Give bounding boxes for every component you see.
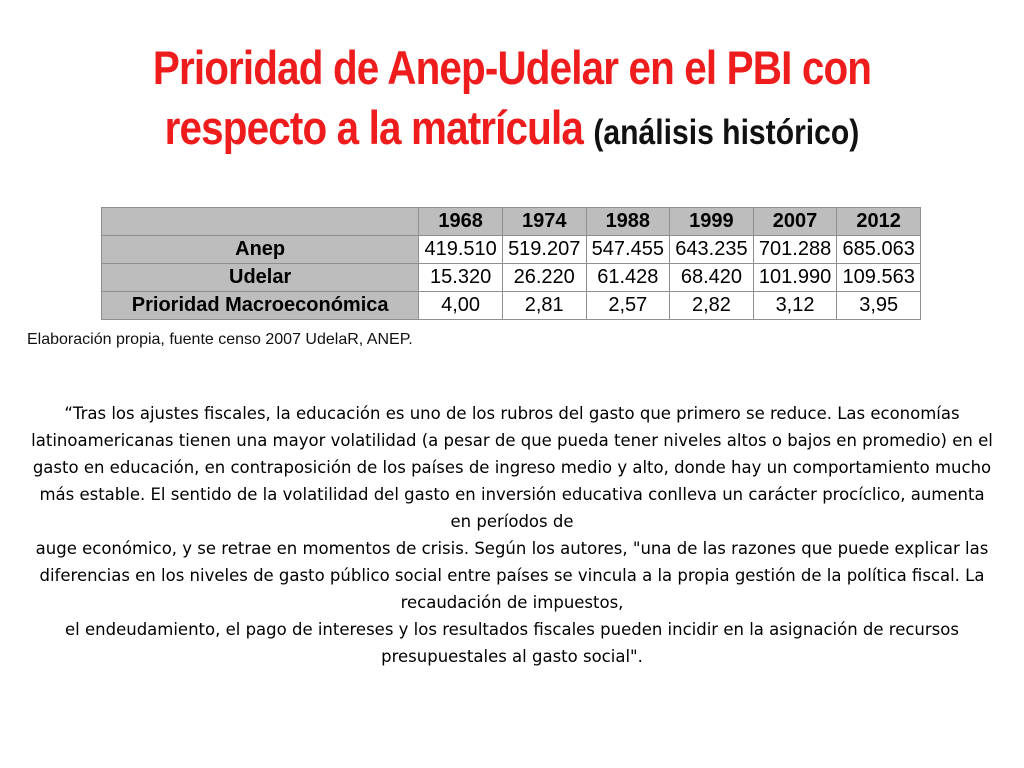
table-cell: 2,81 bbox=[502, 292, 586, 320]
table-header-cell bbox=[102, 208, 419, 236]
source-note: Elaboración propia, fuente censo 2007 UdelaR, ANEP. bbox=[27, 331, 413, 348]
table-cell: 419.510 bbox=[419, 236, 503, 264]
table-header-cell: 1968 bbox=[419, 208, 503, 236]
quote-paragraph: el endeudamiento, el pago de intereses y los resultados fiscales pueden incidir en la asignación de recursos presupuestales al gasto social". bbox=[65, 620, 959, 666]
quote-block bbox=[30, 400, 994, 670]
table-header-cell: 1974 bbox=[502, 208, 586, 236]
data-table bbox=[101, 207, 921, 320]
table-cell: 547.455 bbox=[586, 236, 670, 264]
table-cell: 61.428 bbox=[586, 264, 670, 292]
table-cell: 519.207 bbox=[502, 236, 586, 264]
row-label: Prioridad Macroeconómica bbox=[102, 292, 419, 320]
table-cell: 3,12 bbox=[753, 292, 837, 320]
quote-paragraph: auge económico, y se retrae en momentos de crisis. Según los autores, "una de las razones que puede explicar las diferencias en los niveles de gasto público social entre países se vincula a la propia gestión de la política fiscal. La recaudación de impuestos, bbox=[35, 539, 989, 612]
title-sub: (análisis histórico) bbox=[593, 113, 860, 152]
table-cell: 701.288 bbox=[753, 236, 837, 264]
table-cell: 109.563 bbox=[837, 264, 921, 292]
table-header-row bbox=[102, 208, 921, 236]
table-row bbox=[102, 292, 921, 320]
table-header-cell: 1988 bbox=[586, 208, 670, 236]
slide-title bbox=[106, 38, 918, 163]
table-cell: 15.320 bbox=[419, 264, 503, 292]
table-cell: 685.063 bbox=[837, 236, 921, 264]
table-cell: 4,00 bbox=[419, 292, 503, 320]
table-row bbox=[102, 236, 921, 264]
table-cell: 68.420 bbox=[670, 264, 754, 292]
table-cell: 643.235 bbox=[670, 236, 754, 264]
table-row bbox=[102, 264, 921, 292]
table-header-cell: 1999 bbox=[670, 208, 754, 236]
quote-paragraph: “Tras los ajustes fiscales, la educación es uno de los rubros del gasto que primero se reduce. Las economías latinoamericanas tienen una mayor volatilidad (a pesar de que pueda tener niveles altos o bajos en promedio) en el gasto en educación, en contraposición de los países de ingreso medio y alto, donde hay un comportamiento mucho más estable. El sentido de la volatilidad del gasto en inversión educativa conlleva un carácter procíclico, aumenta en períodos de bbox=[31, 404, 993, 531]
table-header-cell: 2007 bbox=[753, 208, 837, 236]
table-cell: 2,57 bbox=[586, 292, 670, 320]
row-label: Anep bbox=[102, 236, 419, 264]
table-cell: 26.220 bbox=[502, 264, 586, 292]
table-header-cell: 2012 bbox=[837, 208, 921, 236]
row-label: Udelar bbox=[102, 264, 419, 292]
title-main: Prioridad de Anep-Udelar en el PBI con respecto a la matrícula bbox=[152, 41, 872, 154]
table-cell: 2,82 bbox=[670, 292, 754, 320]
table-cell: 101.990 bbox=[753, 264, 837, 292]
table-cell: 3,95 bbox=[837, 292, 921, 320]
